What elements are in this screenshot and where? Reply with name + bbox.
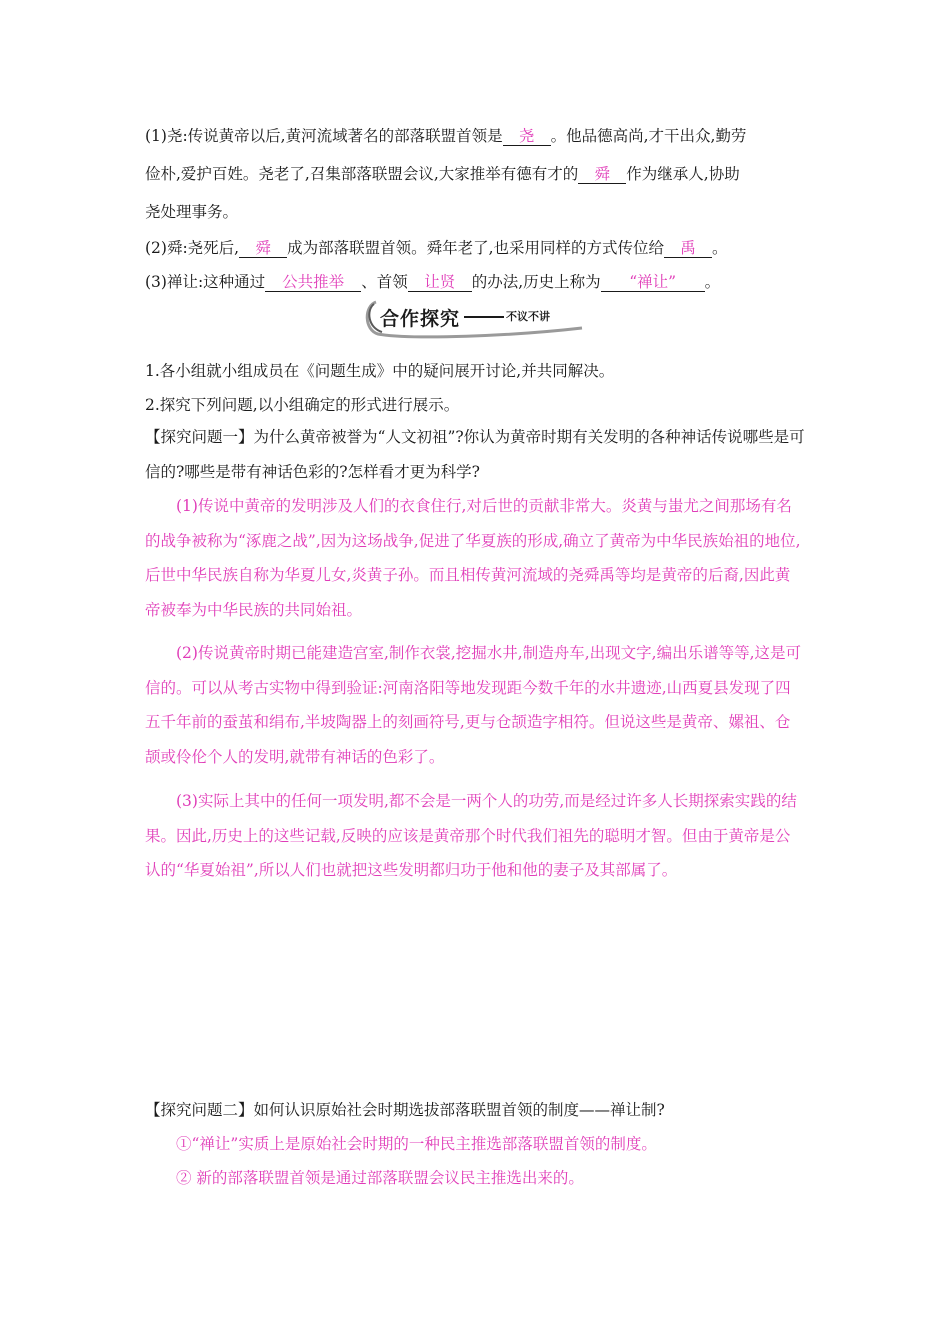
task-1: 1.各小组就小组成员在《问题生成》中的疑问展开讨论,并共同解决。 bbox=[145, 362, 615, 380]
intro-text: 的办法,历史上称为 bbox=[471, 273, 601, 291]
intro-item-1-line-2 bbox=[145, 162, 740, 184]
intro-text: 成为部落联盟首领。舜年老了,也采用同样的方式传位给 bbox=[287, 239, 665, 257]
intro-text: (1)尧:传说黄帝以后,黄河流域著名的部落联盟首领是 bbox=[145, 127, 503, 145]
task-2: 2.探究下列问题,以小组确定的形式进行展示。 bbox=[145, 396, 460, 414]
intro-text: (3)禅让:这种通过 bbox=[145, 273, 266, 291]
intro-item-1-line-1 bbox=[145, 124, 746, 146]
answer-blank: 舜 bbox=[239, 239, 287, 258]
intro-item-2 bbox=[145, 236, 728, 258]
intro-text: 尧处理事务。 bbox=[145, 203, 239, 221]
question-1-answer-3: (3)实际上其中的任何一项发明,都不会是一两个人的功劳,而是经过许多人长期探索实践的结果。因此,历史上的这些记载,反映的应该是黄帝那个时代我们祖先的聪明才智。但由于黄帝是公认的“华夏始祖”,所以人们也就把这些发明都归功于他和他的妻子及其部属了。 bbox=[145, 792, 797, 879]
question-2-answer-1: ①“禅让”实质上是原始社会时期的一种民主推选部落联盟首领的制度。 bbox=[176, 1135, 657, 1153]
intro-item-3 bbox=[145, 270, 720, 292]
answer-blank: 让贤 bbox=[408, 273, 472, 292]
answer-blank: 尧 bbox=[503, 127, 551, 146]
question-text: 如何认识原始社会时期选拔部落联盟首领的制度——禅让制? bbox=[253, 1101, 665, 1119]
banner-dash bbox=[464, 316, 504, 318]
question-2-answer-2: ② 新的部落联盟首领是通过部落联盟会议民主推选出来的。 bbox=[176, 1169, 584, 1187]
question-2 bbox=[145, 1098, 665, 1120]
intro-text: 。他品德高尚,才干出众,勤劳 bbox=[550, 127, 747, 145]
intro-text: 俭朴,爱护百姓。尧老了,召集部落联盟会议,大家推举有德有才的 bbox=[145, 165, 579, 183]
answer-blank: 舜 bbox=[578, 165, 626, 184]
question-1 bbox=[145, 420, 805, 489]
section-header-banner bbox=[362, 296, 587, 340]
question-label: 【探究问题一】 bbox=[145, 428, 254, 446]
question-text: 为什么黄帝被誉为“人文初祖”?你认为黄帝时期有关发明的各种神话传说哪些是可信的?哪些是带有神话色彩的?怎样看才更为科学? bbox=[145, 428, 805, 481]
intro-text: 。 bbox=[704, 273, 721, 291]
answer-blank: 禹 bbox=[664, 239, 712, 258]
question-1-answer-2: (2)传说黄帝时期已能建造宫室,制作衣裳,挖掘水井,制造舟车,出现文字,编出乐谱等等,这是可信的。可以从考古实物中得到验证:河南洛阳等地发现距今数千年的水井遗迹,山西夏县发现了四五千年前的蚕茧和绢布,半坡陶器上的刻画符号,更与仓颉造字相符。但说这些是黄帝、嫘祖、仓颉或伶伦个人的发明,就带有神话的色彩了。 bbox=[145, 644, 802, 766]
intro-text: 、首领 bbox=[361, 273, 408, 291]
intro-text: (2)舜:尧死后, bbox=[145, 239, 240, 257]
section-subtitle: 不议不讲 bbox=[506, 310, 550, 323]
intro-text: 。 bbox=[712, 239, 728, 257]
intro-item-1-line-3 bbox=[145, 200, 238, 222]
intro-text: 作为继承人,协助 bbox=[626, 165, 740, 183]
answer-blank: “禅让” bbox=[601, 273, 705, 292]
question-1-answer-1: (1)传说中黄帝的发明涉及人们的衣食住行,对后世的贡献非常大。炎黄与蚩尤之间那场有名的战争被称为“涿鹿之战”,因为这场战争,促进了华夏族的形成,确立了黄帝为中华民族始祖的地位,后世中华民族自称为华夏儿女,炎黄子孙。而且相传黄河流域的尧舜禹等均是黄帝的后裔,因此黄帝被奉为中华民族的共同始祖。 bbox=[145, 497, 801, 619]
answer-blank: 公共推举 bbox=[265, 273, 361, 292]
question-label: 【探究问题二】 bbox=[145, 1101, 254, 1119]
section-title: 合作探究 bbox=[380, 308, 461, 330]
